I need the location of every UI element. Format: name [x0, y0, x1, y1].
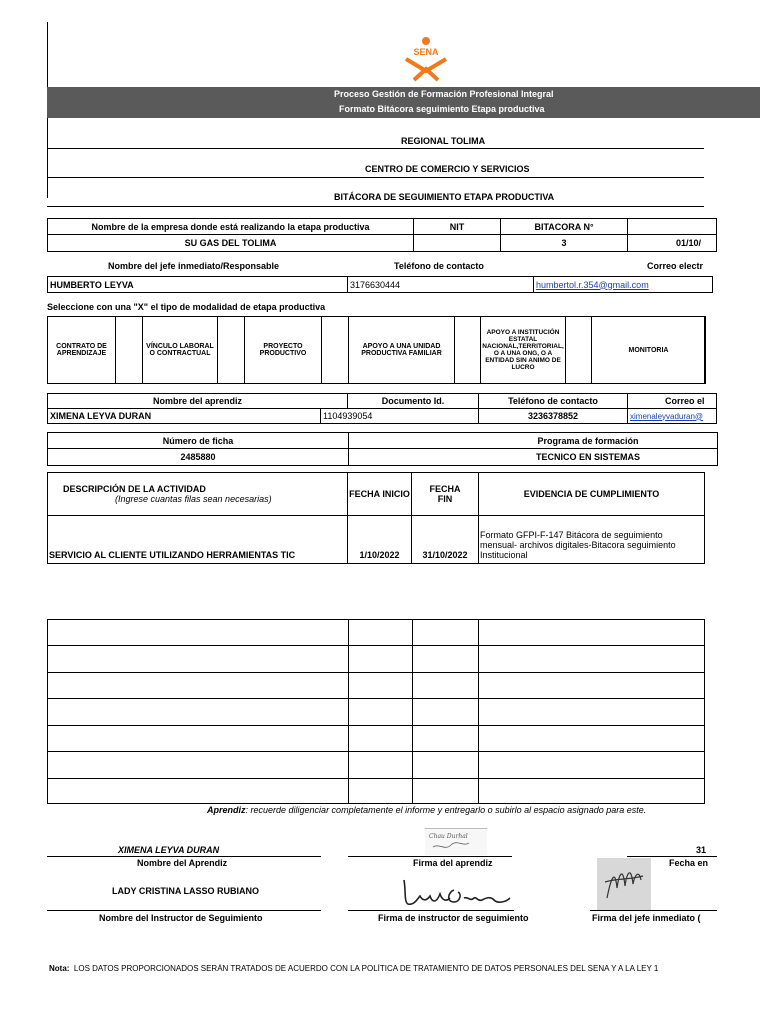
modality-contrato-check[interactable] — [115, 316, 143, 384]
nit-label: NIT — [413, 218, 501, 235]
activity-end-text: 31/10/2022 — [422, 550, 468, 560]
modality-proyecto-check[interactable] — [321, 316, 349, 384]
boss-email-cell — [533, 276, 713, 293]
ficha-value: 2485880 — [47, 448, 349, 466]
boss-phone-value: 3176630444 — [347, 276, 534, 293]
footer-note — [49, 964, 707, 973]
activity-end-value — [411, 515, 479, 564]
apprentice-name-label: Nombre del aprendiz — [47, 393, 348, 409]
modality-table — [47, 316, 705, 384]
company-date-value — [627, 234, 717, 252]
activity-start-text: 1/10/2022 — [359, 550, 400, 560]
activity-end-header-line1: FECHA — [429, 484, 461, 494]
empty-activities-table — [47, 619, 705, 804]
instructor-name: LADY CRISTINA LASSO RUBIANO — [112, 886, 260, 896]
apprentice-email-cell — [627, 408, 717, 424]
bitacora-label: BITACORA N° — [500, 218, 628, 235]
activity-evidence-value — [478, 515, 705, 564]
apprentice-note-bold: Aprendiz — [207, 805, 246, 815]
activity-desc-header-sub: (Ingrese cuantas filas sean necesarias) — [115, 494, 272, 504]
instructor-signature-image — [398, 872, 514, 912]
modality-instruction: Seleccione con una "X" el tipo de modalidad de etapa productiva — [47, 302, 326, 312]
modality-proyecto — [244, 316, 322, 384]
modality-monitoria-label: MONITORIA — [628, 346, 669, 354]
instructor-sig-caption: Firma de instructor de seguimiento — [378, 913, 529, 923]
bitacora-value: 3 — [500, 234, 628, 252]
apprentice-signature-scribble — [425, 829, 487, 856]
regional-title: REGIONAL TOLIMA — [401, 136, 486, 146]
svg-text:SENA: SENA — [413, 47, 439, 57]
modality-monitoria — [591, 316, 706, 384]
activity-start-value — [347, 515, 412, 564]
boss-phone-label: Teléfono de contacto — [394, 261, 484, 271]
modality-contrato — [47, 316, 116, 384]
activity-evidence-header: EVIDENCIA DE CUMPLIMIENTO — [478, 472, 705, 516]
date-caption: Fecha en — [669, 858, 709, 868]
boss-email-link[interactable]: humbertol.r.354@gmail.com — [536, 279, 649, 290]
modality-apoyo-institucion-check[interactable] — [565, 316, 592, 384]
date-value: 31 — [696, 845, 707, 855]
apprentice-name-caption: Nombre del Aprendiz — [137, 858, 228, 868]
activity-desc-header-title: DESCRIPCIÓN DE LA ACTIVIDAD — [63, 484, 206, 494]
modality-apoyo-familiar-label: APOYO A UNA UNIDAD PRODUCTIVA FAMILIAR — [361, 343, 442, 357]
apprentice-signature-image — [425, 828, 487, 855]
apprentice-sig-caption: Firma del aprendiz — [413, 858, 493, 868]
activity-end-header-line2: FIN — [437, 494, 453, 504]
activity-desc-header — [47, 472, 348, 516]
boss-sig-caption: Firma del jefe inmediato ( — [592, 913, 701, 923]
modality-apoyo-familiar — [348, 316, 455, 384]
activity-desc-value — [47, 515, 348, 564]
activity-evidence-text: Formato GFPI-F-147 Bitácora de seguimiento mensual- archivos digitales-Bitacora seguimiento Institucional — [480, 530, 676, 560]
ficha-label: Número de ficha — [47, 432, 349, 449]
apprentice-email-link[interactable]: ximenaleyvaduran@ — [630, 411, 704, 421]
boss-email-label: Correo electr — [647, 261, 704, 271]
instructor-name-caption: Nombre del Instructor de Seguimiento — [99, 913, 263, 923]
apprentice-note — [207, 805, 646, 815]
apprentice-doc-label: Documento Id. — [347, 393, 479, 409]
apprentice-phone-label: Teléfono de contacto — [478, 393, 628, 409]
program-value: TECNICO EN SISTEMAS — [348, 448, 718, 466]
apprentice-phone-value: 3236378852 — [478, 408, 628, 424]
modality-contrato-label: CONTRATO DE APRENDIZAJE — [56, 343, 107, 357]
center-title: CENTRO DE COMERCIO Y SERVICIOS — [365, 164, 530, 174]
apprentice-email-label — [627, 393, 717, 409]
activity-end-header — [411, 472, 479, 516]
document-title: BITÁCORA DE SEGUIMIENTO ETAPA PRODUCTIVA — [334, 192, 555, 202]
apprentice-note-text: : recuerde diligenciar completamente el informe y entregarlo o subirlo al espacio asignado para este. — [245, 805, 647, 815]
modality-apoyo-institucion — [480, 316, 566, 384]
format-line: Formato Bitácora seguimiento Etapa productiva — [339, 104, 545, 114]
activity-desc-text: SERVICIO AL CLIENTE UTILIZANDO HERRAMIENTAS TIC — [49, 550, 296, 560]
boss-name-value: HUMBERTO LEYVA — [47, 276, 348, 293]
instructor-signature-scribble — [398, 872, 514, 912]
company-name-label: Nombre de la empresa donde está realizando la etapa productiva — [47, 218, 414, 235]
svg-text:Chau Durhal: Chau Durhal — [429, 833, 468, 840]
apprentice-email-label-text: Correo el — [665, 396, 705, 406]
nit-value — [413, 234, 501, 252]
company-date-text: 01/10/ — [675, 238, 701, 248]
apprentice-name-signature: XIMENA LEYVA DURAN — [118, 845, 220, 855]
sena-logo — [400, 36, 452, 82]
modality-apoyo-familiar-check[interactable] — [454, 316, 481, 384]
company-date-header — [627, 218, 717, 235]
activities-table — [47, 472, 705, 564]
modality-vinculo-check[interactable] — [217, 316, 245, 384]
modality-vinculo-label: VÍNCULO LABORAL O CONTRACTUAL — [146, 343, 214, 357]
modality-vinculo — [142, 316, 218, 384]
modality-proyecto-label: PROYECTO PRODUCTIVO — [259, 343, 307, 357]
modality-apoyo-institucion-label: APOYO A INSTITUCIÓN ESTATAL NACIONAL,TERRITORIAL, O A UNA ONG, O A ENTIDAD SIN ANIMO DE LUCRO — [482, 329, 564, 371]
program-label: Programa de formación — [348, 432, 718, 449]
apprentice-doc-value: 1104939054 — [320, 408, 479, 424]
footer-note-label: Nota: — [49, 964, 70, 973]
boss-signature-image — [597, 858, 651, 910]
boss-signature-scribble — [597, 858, 651, 910]
boss-name-label: Nombre del jefe inmediato/Responsable — [108, 261, 280, 271]
apprentice-name-value: XIMENA LEYVA DURAN — [47, 408, 321, 424]
footer-note-text: LOS DATOS PROPORCIONADOS SERÁN TRATADOS DE ACUERDO CON LA POLÍTICA DE TRATAMIENTO DE DATOS PERSONALES DEL SENA Y A LA LEY 1 — [73, 964, 659, 973]
activity-start-header: FECHA INICIO — [347, 472, 412, 516]
process-line: Proceso Gestión de Formación Profesional Integral — [334, 89, 554, 99]
sena-logo-icon — [400, 36, 452, 82]
header-band — [47, 87, 760, 118]
company-name-value: SU GAS DEL TOLIMA — [47, 234, 414, 252]
